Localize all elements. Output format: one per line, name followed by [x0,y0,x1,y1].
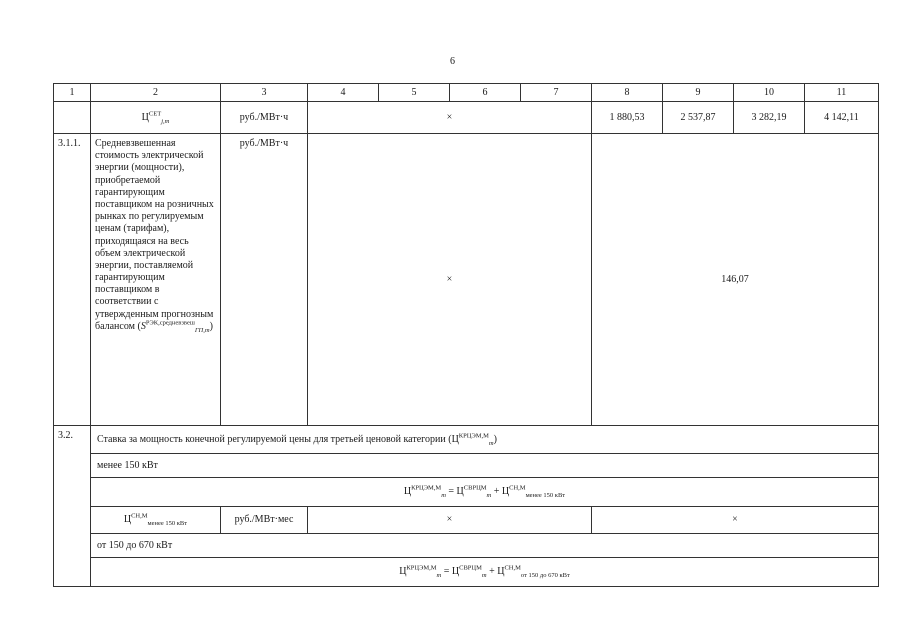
header-cell: 7 [521,84,592,102]
page-number: 6 [450,56,455,67]
table-row-less-150-value [54,507,879,534]
formula-less-150: $Ц^{КРЦЭМ,М}_m = Ц^{СВРЦМ}_m + Ц^{СН,М}_{менее 150 кВт}$ [91,478,879,507]
not-applicable-mark: × [308,507,592,534]
table-header-row [54,84,879,102]
value-cell: 3 282,19 [734,102,805,134]
subsection-label: от 150 до 670 кВт [91,534,879,558]
not-applicable-mark: × [308,102,592,134]
table-row-150-670-formula [54,558,879,587]
header-cell: 4 [308,84,379,102]
tariff-table [53,83,879,587]
header-cell: 9 [663,84,734,102]
header-cell: 2 [91,84,221,102]
header-cell: 1 [54,84,91,102]
row-number-empty [54,102,91,134]
table-row-less-150-formula [54,478,879,507]
table-row-cet [54,102,879,134]
row-number: 3.2. [54,426,91,587]
merged-value-cell: 146,07 [592,134,879,426]
table-row-less-150-label [54,454,879,478]
header-cell: 5 [379,84,450,102]
header-cell: 6 [450,84,521,102]
unit-cell: руб./МВт·ч [221,134,308,426]
row-number: 3.1.1. [54,134,91,426]
header-cell: 3 [221,84,308,102]
row-description: Средневзвешенная стоимость электрической энергии (мощности), приобретаемой гарантирующим поставщиком на розничных рынках по регулируемым ценам (тарифам), приходящаяся на весь объем электрической энергии, поставляемой гарантирующим поставщиком в соответствии с утвержденным прогнозным балансом $(S^{РЭК,средневзвеш}_{ГП,m})$ [91,134,221,426]
not-applicable-mark: × [308,134,592,426]
table-row-3-1-1 [54,134,879,426]
formula-150-670: $Ц^{КРЦЭМ,М}_m = Ц^{СВРЦМ}_m + Ц^{СН,М}_{от 150 до 670 кВт}$ [91,558,879,587]
unit-cell: руб./МВт·мес [221,507,308,534]
value-cell: 2 537,87 [663,102,734,134]
table-row-3-2 [54,426,879,454]
table-row-150-670-label [54,534,879,558]
section-title: Ставка за мощность конечной регулируемой цены для третьей ценовой категории $(Ц^{КРЦЭМ,М}_m)$ [91,426,879,454]
value-cell: 1 880,53 [592,102,663,134]
subsection-label: менее 150 кВт [91,454,879,478]
header-cell: 8 [592,84,663,102]
header-cell: 10 [734,84,805,102]
symbol-cet: $Ц^{СЕТ}_{j,m}$ [91,102,221,134]
not-applicable-mark: × [592,507,879,534]
value-cell: 4 142,11 [805,102,879,134]
header-cell: 11 [805,84,879,102]
unit-cell: руб./МВт·ч [221,102,308,134]
symbol-sn-less-150: $Ц^{СН,М}_{менее 150 кВт}$ [91,507,221,534]
